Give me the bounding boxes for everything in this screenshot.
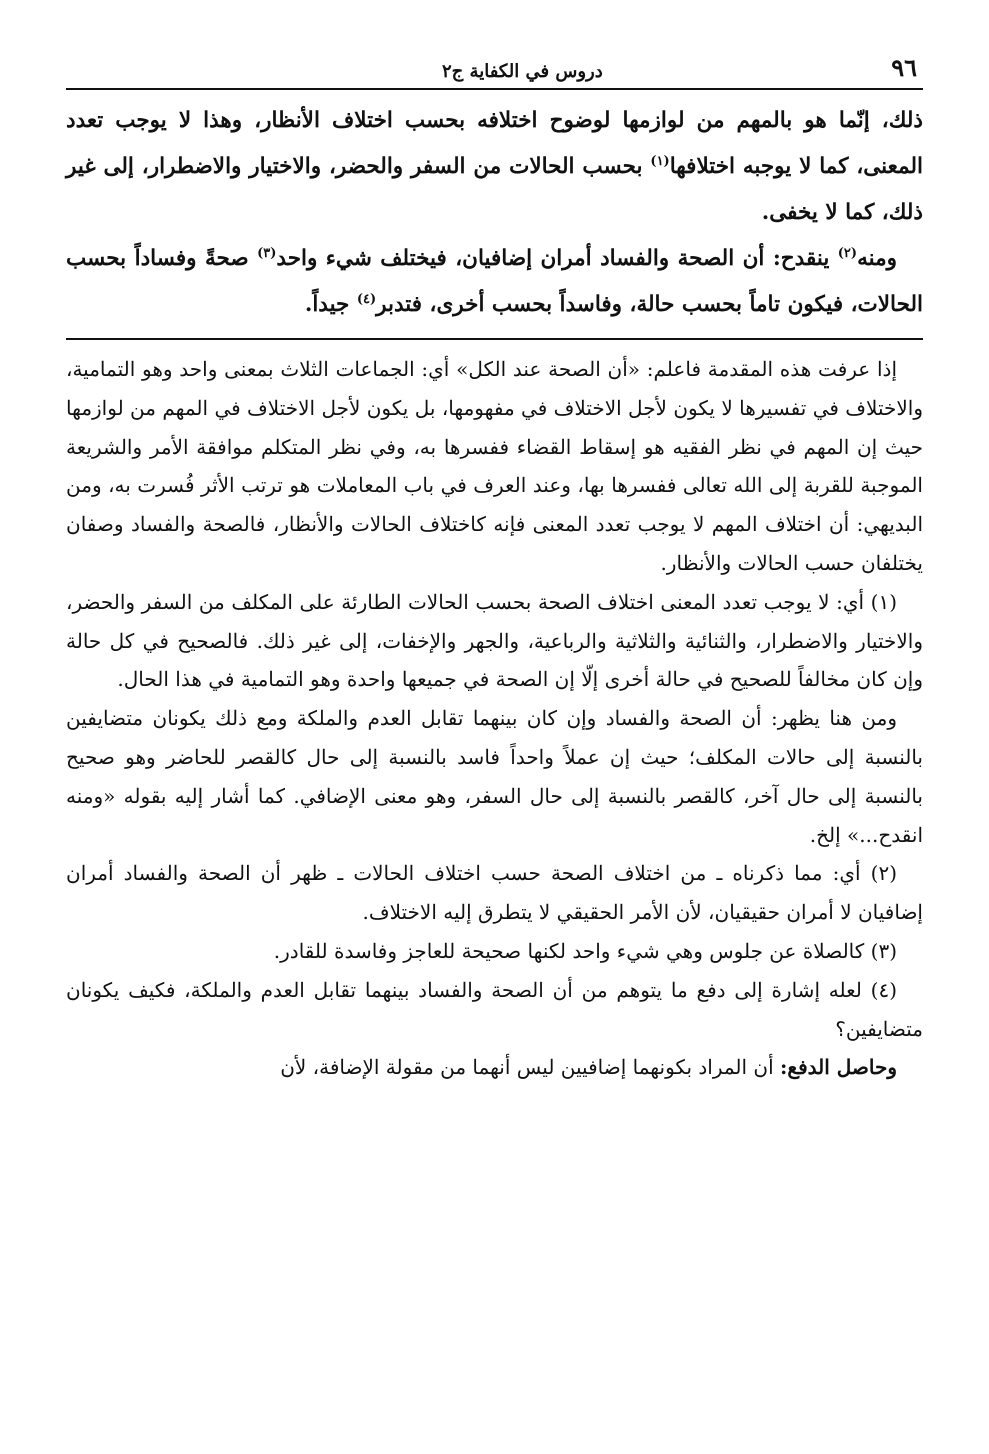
commentary-footnote: (١) أي: لا يوجب تعدد المعنى اختلاف الصحة بحسب الحالات الطارئة على المكلف من السفر والحضر، والاختيار والاضطرار، والثنائية والثلاثية والرباعية، والجهر والإخفات، إلى غير ذلك. فالصحيح في كل حالة وإن كان مخالفاً للصحيح في حالة أخرى إلّا إن الصحة في جميعها واحدة وهو التمامية في هذا الحال. xyxy=(66,589,923,692)
running-title: دروس في الكفاية ج٢ xyxy=(442,61,603,82)
page-header xyxy=(66,40,923,90)
main-paragraph xyxy=(66,98,923,236)
main-text-segment: ينقدح: أن الصحة والفساد أمران إضافيان، فيختلف شيء واحد xyxy=(276,246,838,271)
footnote-marker: (٤) xyxy=(356,291,377,307)
main-paragraph xyxy=(66,236,923,328)
commentary-paragraph: إذا عرفت هذه المقدمة فاعلم: «أن الصحة عند الكل» أي: الجماعات الثلاث بمعنى واحد وهو التمامية، والاختلاف في تفسيرها لا يكون لأجل الاختلاف في مفهومها، بل يكون لأجل الاختلاف في المهم من لوازمها حيث إن المهم في نظر الفقيه هو إسقاط القضاء ففسرها به، وفي نظر المتكلم موافقة الأمر والشريعة الموجبة للقربة إلى الله تعالى ففسرها بها، وعند العرف في باب المعاملات هو ترتب الأثر فُسرت به، ومن البديهي: أن اختلاف المهم لا يوجب تعدد المعنى فإنه كاختلاف الحالات والأنظار، فالصحة والفساد وصفان يختلفان حسب الحالات والأنظار. xyxy=(66,357,923,575)
commentary-paragraph xyxy=(66,1048,923,1087)
commentary-text: أن المراد بكونهما إضافيين ليس أنهما من مقولة الإضافة، لأن xyxy=(280,1055,781,1080)
commentary-paragraph: ومن هنا يظهر: أن الصحة والفساد وإن كان بينهما تقابل العدم والملكة ومع ذلك يكونان متضايفين بالنسبة إلى حالات المكلف؛ حيث إن عملاً واحداً فاسد بالنسبة إلى حال كالقصر للحاضر وهو صحيح بالنسبة إلى حال آخر، كالقصر بالنسبة إلى حال السفر، وهو معنى الإضافي. كما أشار إليه بقوله «ومنه انقدح...» إلخ. xyxy=(66,706,924,847)
main-text-segment: صحةً وفساداً بحسب الحالات، فيكون تاماً بحسب حالة، وفاسداً بحسب أخرى، فتدبر xyxy=(66,246,923,317)
footnote-marker: (٣) xyxy=(257,245,277,261)
footnote-marker: (١) xyxy=(650,153,670,169)
page-number: ٩٦ xyxy=(891,53,917,82)
commentary-footnote: (٣) كالصلاة عن جلوس وهي شيء واحد لكنها صحيحة للعاجز وفاسدة للقادر. xyxy=(273,938,897,963)
commentary xyxy=(66,340,923,1087)
footnote-marker: (٢) xyxy=(837,245,858,261)
commentary-footnote: (٢) أي: مما ذكرناه ـ من اختلاف الصحة حسب اختلاف الحالات ـ ظهر أن الصحة والفساد أمران إضافيان لا أمران حقيقيان، لأن الأمر الحقيقي لا يتطرق إليه الاختلاف. xyxy=(66,861,923,925)
commentary-footnote: (٤) لعله إشارة إلى دفع ما يتوهم من أن الصحة والفساد بينهما تقابل العدم والملكة، فكيف يكونان متضايفين؟ xyxy=(66,977,923,1041)
commentary-lead: وحاصل الدفع: xyxy=(780,1055,897,1080)
main-text-segment: بحسب الحالات من السفر والحضر، والاختيار والاضطرار، إلى غير ذلك، كما لا يخفى. xyxy=(66,154,923,225)
main-text-segment: ذلك، إنّما هو بالمهم من لوازمها لوضوح اختلافه بحسب اختلاف الأنظار، وهذا لا يوجب تعدد المعنى، كما لا يوجبه اختلافها xyxy=(66,108,923,179)
main-text xyxy=(66,90,923,328)
main-text-segment: ومنه xyxy=(857,246,897,271)
main-text-segment: جيداً. xyxy=(304,292,357,317)
